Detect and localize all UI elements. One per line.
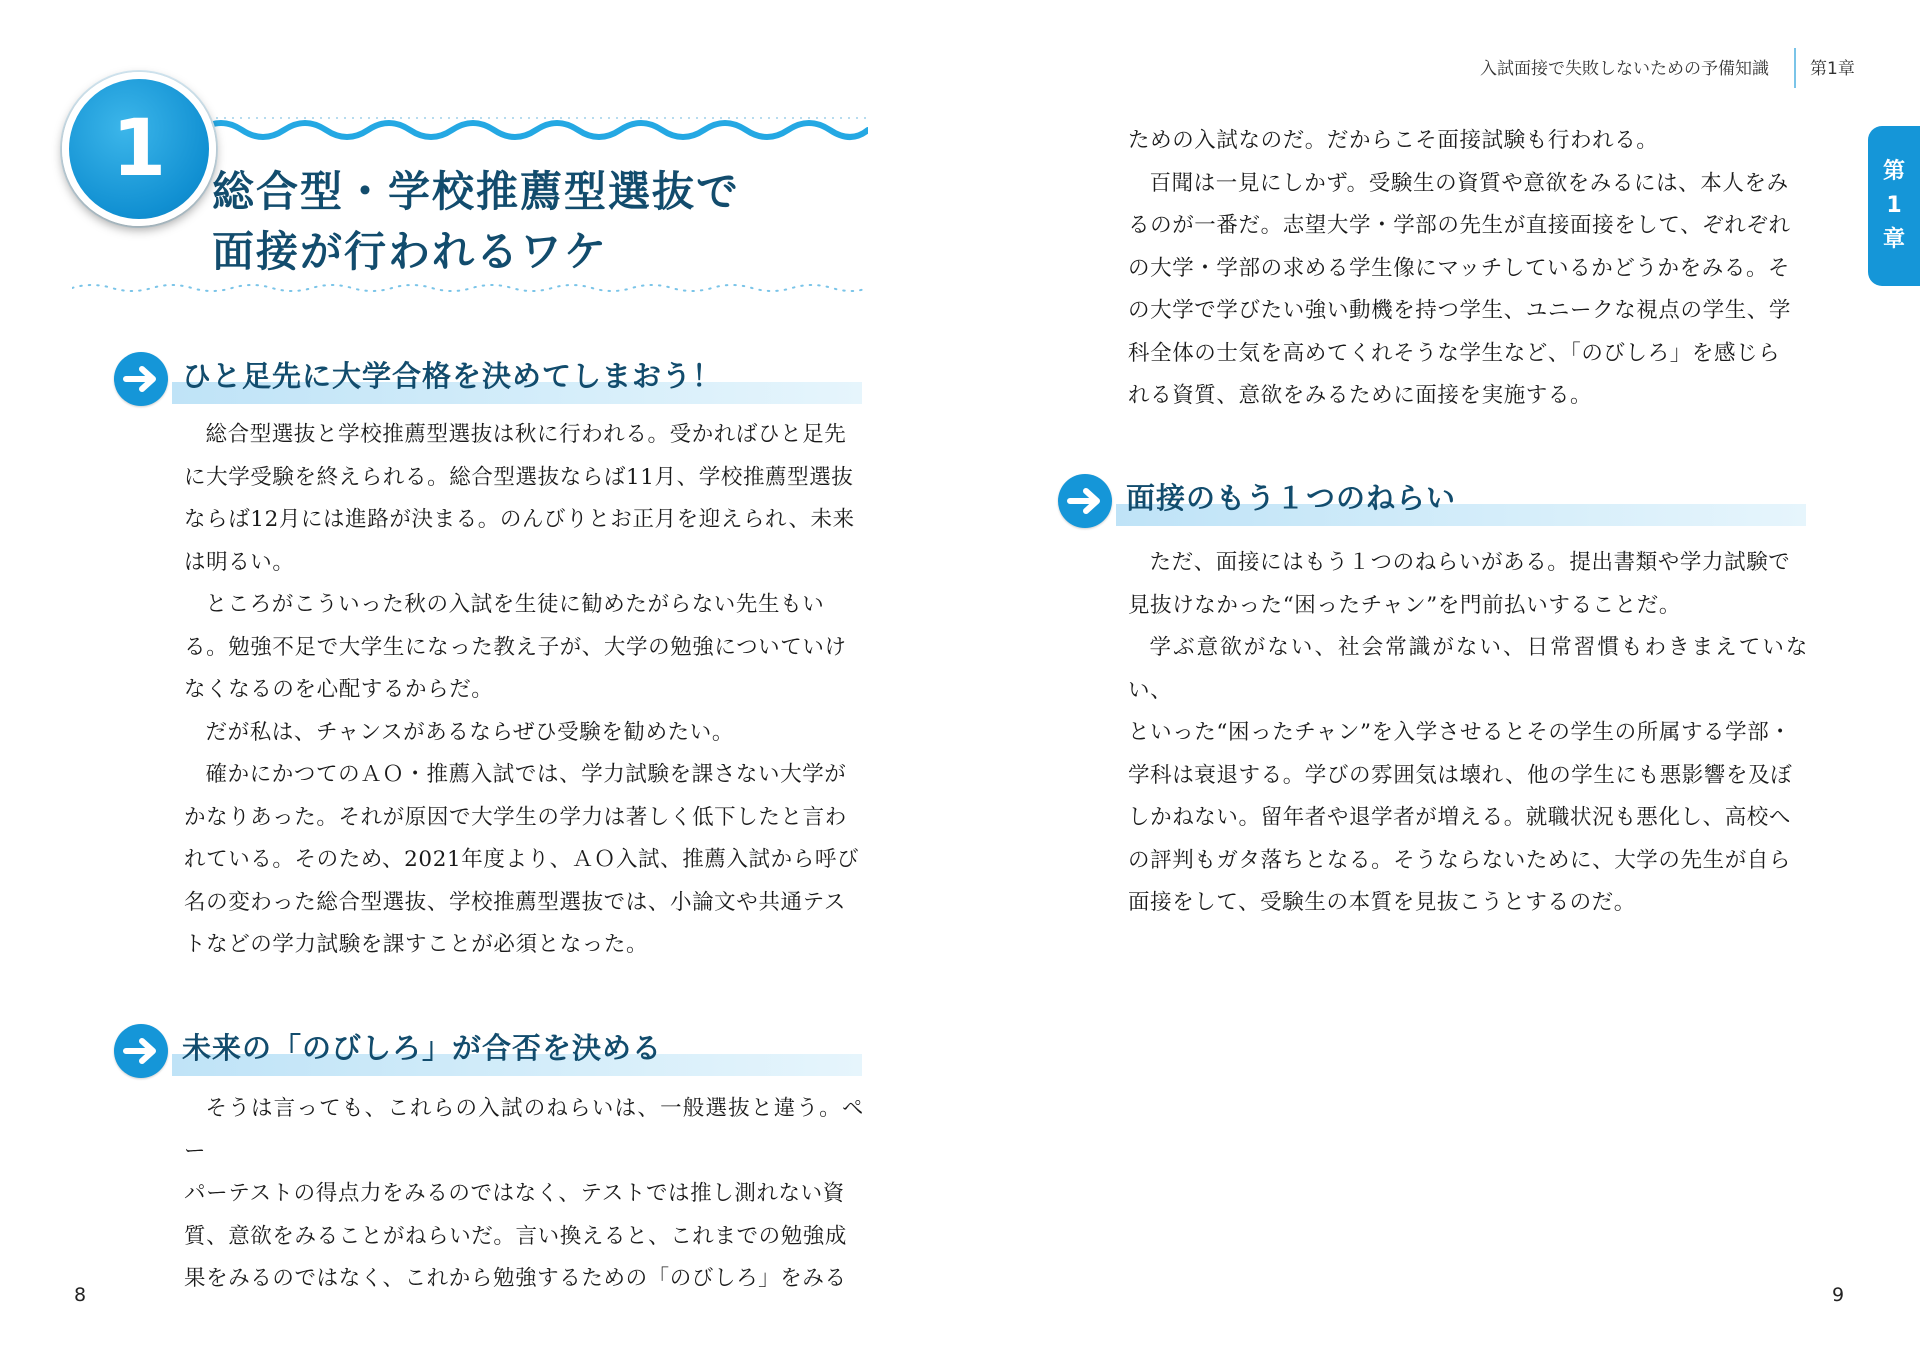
text-line: 見抜けなかった“困ったチャン”を門前払いすることだ。 (1128, 592, 1681, 618)
text-line: といった“困ったチャン”を入学させるとその学生の所属する学部・ (1128, 720, 1792, 745)
text-line: 科全体の士気を高めてくれそうな学生など、「のびしろ」を感じら (1128, 340, 1781, 366)
text-line: の大学・学部の求める学生像にマッチしているかどうかをみる。そ (1128, 255, 1791, 281)
chapter-title-line-1: 総合型・学校推薦型選抜で (212, 167, 741, 216)
text-line: そうは言っても、これらの入試のねらいは、一般選抜と違う。ペー (184, 1096, 864, 1164)
dotted-divider (72, 282, 868, 294)
side-tab-char: 章 (1882, 227, 1905, 252)
text-line: 百聞は一見にしかず。受験生の資質や意欲をみるには、本人をみ (1149, 170, 1789, 196)
continued-body (1128, 120, 1808, 418)
section-heading-label: 面接のもう１つのねらい (1126, 481, 1457, 515)
running-title: 入試面接で失敗しないための予備知識 (1480, 59, 1769, 79)
wave-ornament (200, 112, 868, 152)
text-line: ための入試なのだ。だからこそ面接試験も行われる。 (1128, 128, 1659, 153)
text-line: 面接をして、受験生の本質を見抜こうとするのだ。 (1128, 890, 1636, 915)
section-heading-label: ひと足先に大学合格を決めてしまおう！ (182, 359, 723, 393)
text-line: かなりあった。それが原因で大学生の学力は著しく低下したと言わ (184, 804, 847, 830)
chapter-title-line-2: 面接が行われるワケ (212, 227, 609, 276)
text-line: の評判もガタ落ちとなる。そうならないために、大学の先生が自ら (1128, 847, 1792, 873)
text-line: の大学で学びたい強い動機を持つ学生、ユニークな視点の学生、学 (1128, 298, 1792, 323)
section-1-body (184, 414, 864, 967)
section-heading-1 (114, 352, 862, 412)
text-line: れている。そのため、2021年度より、ＡＯ入試、推薦入試から呼び (184, 847, 860, 872)
text-line: るのが一番だ。志望大学・学部の先生が直接面接をして、ぞれぞれ (1128, 213, 1791, 238)
arrow-right-icon (114, 1024, 168, 1078)
text-line: れる資質、意欲をみるために面接を実施する。 (1128, 383, 1593, 408)
text-line: 総合型選抜と学校推薦型選抜は秋に行われる。受かればひと足先 (205, 422, 847, 447)
chapter-number: 1 (111, 104, 167, 194)
section-heading-2 (114, 1024, 862, 1084)
text-line: だが私は、チャンスがあるならぜひ受験を勧めたい。 (205, 719, 734, 745)
arrow-right-icon (114, 352, 168, 406)
page-number-right: 9 (1832, 1284, 1845, 1306)
right-page (960, 0, 1920, 1362)
text-line: る。勉強不足で大学生になった教え子が、大学の勉強についていけ (184, 634, 847, 660)
text-line: パーテストの得点力をみるのではなく、テストでは推し測れない資 (184, 1181, 845, 1206)
text-line: 学科は衰退する。学びの雰囲気は壊れ、他の学生にも悪影響を及ぼ (1128, 762, 1793, 788)
page-number-left: 8 (74, 1284, 87, 1306)
text-line: に大学受験を終えられる。総合型選抜ならば11月、学校推薦型選抜 (184, 464, 854, 490)
text-line: は明るい。 (184, 549, 295, 575)
arrow-right-icon (1058, 474, 1112, 528)
text-line: ならば12月には進路が決まる。のんびりとお正月を迎えられ、未来 (184, 507, 855, 532)
running-chapter: 第1章 (1810, 59, 1855, 79)
text-line: 確かにかつてのＡＯ・推薦入試では、学力試験を課さない大学が (205, 762, 847, 787)
side-tab-char: 1 (1886, 193, 1902, 218)
chapter-number-badge (62, 72, 216, 226)
chapter-title (212, 162, 872, 282)
text-line: 果をみるのではなく、これから勉強するための「のびしろ」をみる (184, 1266, 847, 1291)
text-line: 質、意欲をみることがねらいだ。言い換えると、これまでの勉強成 (184, 1223, 848, 1249)
text-line: ただ、面接にはもう１つのねらいがある。提出書類や学力試験で (1149, 550, 1791, 575)
text-line: なくなるのを心配するからだ。 (184, 677, 494, 702)
section-heading-3 (1058, 474, 1806, 534)
text-line: トなどの学力試験を課すことが必須となった。 (184, 932, 649, 957)
side-tab-char: 第 (1882, 159, 1905, 184)
section-2-body (184, 1088, 864, 1301)
text-line: ところがこういった秋の入試を生徒に勧めたがらない先生もい (205, 592, 825, 617)
text-line: 学ぶ意欲がない、社会常識がない、日常習慣もわきまえていない、 (1128, 635, 1808, 703)
text-line: しかねない。留年者や退学者が増える。就職状況も悪化し、高校へ (1128, 805, 1792, 830)
section-heading-label: 未来の「のびしろ」が合否を決める (182, 1031, 663, 1065)
section-3-body (1128, 542, 1808, 925)
text-line: 名の変わった総合型選抜、学校推薦型選抜では、小論文や共通テス (184, 889, 846, 915)
